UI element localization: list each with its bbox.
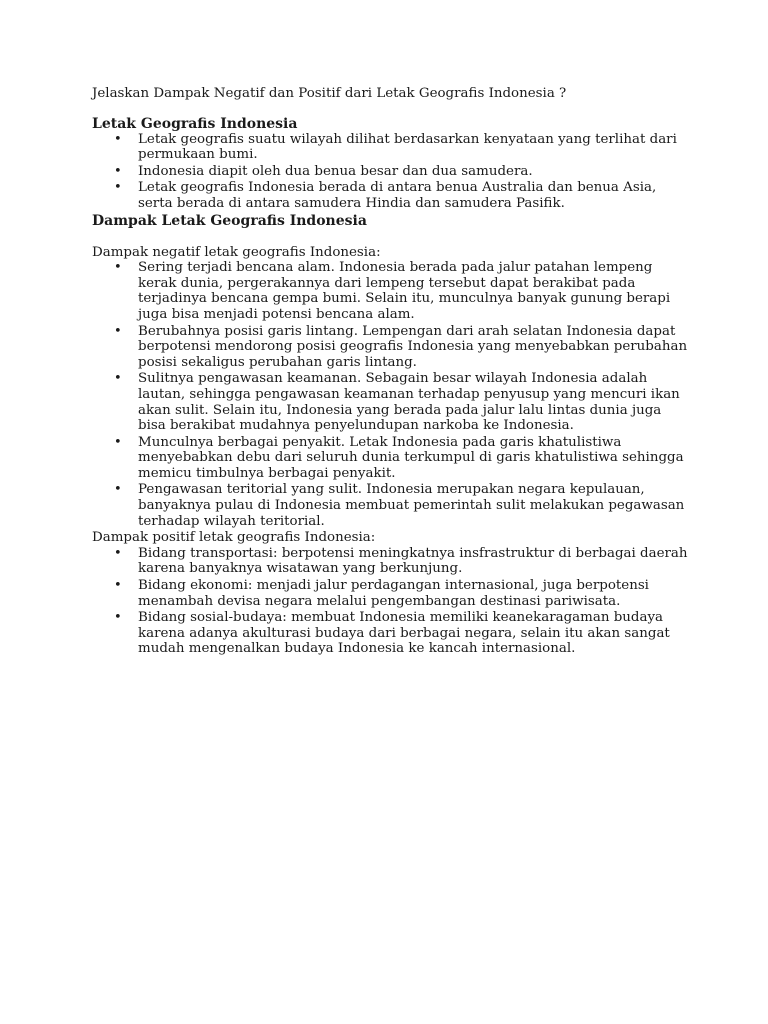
list-item [114,260,692,322]
list-item-text: Sering terjadi bencana alam. Indonesia berada pada jalur patahan lempeng kerak dunia, pergerakannya dari lempeng tersebut dapat berakibat pada terjadinya bencana gempa bumi. Selain itu, munculnya banyak gunung berapi juga bisa menjadi potensi bencana alam. [138,260,671,322]
list-item [114,180,692,211]
bullet-icon: • [114,180,122,196]
negative-intro: Dampak negatif letak geografis Indonesia: [92,244,381,260]
list-item [114,610,692,657]
list-item [114,163,692,180]
bullet-icon: • [114,482,122,498]
positive-intro: Dampak positif letak geografis Indonesia: [92,530,376,546]
bullet-icon: • [114,434,122,450]
spacer [92,229,692,245]
list-item [114,482,692,529]
list-item-text: Bidang transportasi: berpotensi meningkatnya insfrastruktur di berbagai daerah karena banyaknya wisatawan yang berkunjung. [138,545,688,577]
list-item [114,434,692,482]
bullet-icon: • [114,578,122,594]
bullet-icon: • [114,260,122,276]
list-item-text: Bidang ekonomi: menjadi jalur perdagangan internasional, juga berpotensi menambah devisa negara melalui pengembangan destinasi pariwisata. [138,578,649,609]
question-text: Jelaskan Dampak Negatif dan Positif dari Letak Geografis Indonesia ? [92,86,567,101]
list-item [114,323,692,371]
section-heading-letak-geografis: Letak Geografis Indonesia [92,115,298,132]
bullet-icon: • [114,163,122,179]
bullet-icon: • [114,545,122,561]
bullet-icon: • [114,610,122,626]
bullet-icon: • [114,323,122,339]
list-item [114,371,692,434]
list-item-text: Berubahnya posisi garis lintang. Lempengan dari arah selatan Indonesia dapat berpotensi mendorong posisi geografis Indonesia yang menyebabkan perubahan posisi sekaligus perubahan garis lintang. [138,323,688,370]
document-body [92,86,692,658]
list-item [114,578,692,609]
list-item-text: Letak geografis Indonesia berada di antara benua Australia dan benua Asia, serta berada di antara samudera Hindia dan samudera Pasifik. [138,180,657,211]
negative-impact-list [92,260,692,529]
bullet-icon: • [114,131,122,147]
section-heading-dampak: Dampak Letak Geografis Indonesia [92,212,367,229]
letak-geografis-list [92,132,692,212]
list-item-text: Pengawasan teritorial yang sulit. Indonesia merupakan negara kepulauan, banyaknya pulau di Indonesia membuat pemerintah sulit melakukan pegawasan terhadap wilayah teritorial. [138,482,685,529]
list-item-text: Bidang sosial-budaya: membuat Indonesia memiliki keanekaragaman budaya karena adanya akulturasi budaya dari berbagai negara, selain itu akan sangat mudah mengenalkan budaya Indonesia ke kancah internasional. [138,610,670,657]
positive-impact-list [92,546,692,657]
list-item-text: Indonesia diapit oleh dua benua besar dan dua samudera. [138,163,533,179]
list-item-text: Sulitnya pengawasan keamanan. Sebagain besar wilayah Indonesia adalah lautan, sehingga pengawasan keamanan terhadap penyusup yang mencuri ikan akan sulit. Selain itu, Indonesia yang berada pada jalur lalu lintas dunia juga bisa berakibat mudahnya penyelundupan narkoba ke Indonesia. [138,371,680,434]
bullet-icon: • [114,371,122,387]
list-item-text: Munculnya berbagai penyakit. Letak Indonesia pada garis khatulistiwa menyebabkan debu dari seluruh dunia terkumpul di garis khatulistiwa sehingga memicu timbulnya berbagai penyakit. [138,434,684,481]
list-item-text: Letak geografis suatu wilayah dilihat berdasarkan kenyataan yang terlihat dari permukaan bumi. [138,131,677,163]
list-item [114,131,692,163]
list-item [114,545,692,577]
